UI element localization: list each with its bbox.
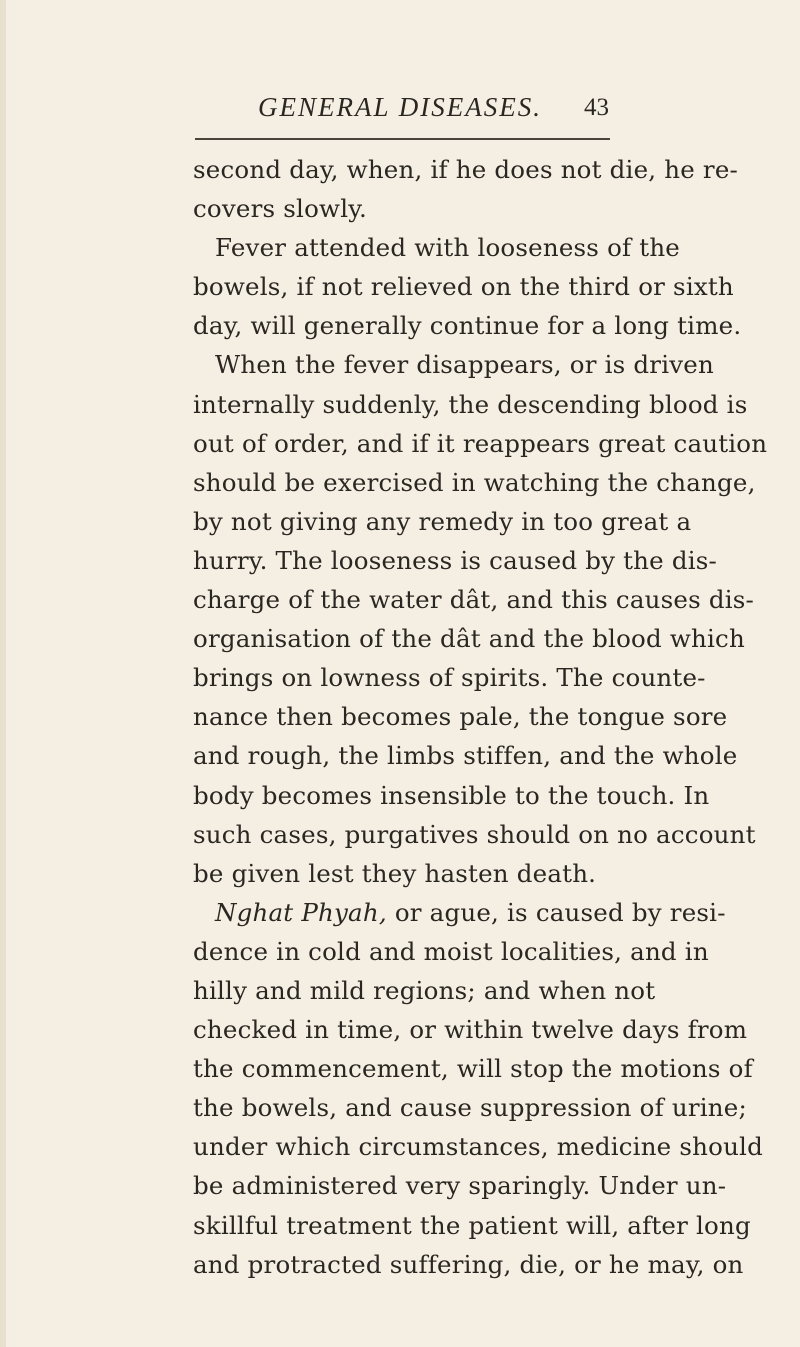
text-line-rest: or ague, is caused by resi- xyxy=(394,897,726,927)
text-line: be administered very sparingly. Under un- xyxy=(193,1171,727,1201)
text-line: hurry. The looseness is caused by the dis- xyxy=(193,545,718,575)
text-line: out of order, and if it reappears great caution xyxy=(193,428,768,458)
text-line: by not giving any remedy in too great a xyxy=(193,506,692,536)
header-rule xyxy=(195,138,610,140)
text-line: should be exercised in watching the change, xyxy=(193,467,756,497)
text-line: and protracted suffering, die, or he may, on xyxy=(193,1249,744,1279)
text-line: skillful treatment the patient will, after long xyxy=(193,1210,751,1240)
text-line: hilly and mild regions; and when not xyxy=(193,975,656,1005)
text-line: nance then becomes pale, the tongue sore xyxy=(193,702,728,732)
text-line: organisation of the dât and the blood which xyxy=(193,624,745,654)
text-line xyxy=(193,893,726,932)
text-line: bowels, if not relieved on the third or sixth xyxy=(193,272,734,302)
text-line: the commencement, will stop the motions of xyxy=(193,1054,753,1084)
text-line: the bowels, and cause suppression of urine; xyxy=(193,1093,747,1123)
text-line: internally suddenly, the descending blood is xyxy=(193,389,748,419)
text-line: second day, when, if he does not die, he re- xyxy=(193,155,739,184)
text-line: day, will generally continue for a long time. xyxy=(193,311,742,341)
page-number: 43 xyxy=(584,94,609,121)
text-line: charge of the water dât, and this causes dis- xyxy=(193,585,755,615)
text-line: under which circumstances, medicine should xyxy=(193,1132,763,1162)
text-line: and rough, the limbs stiffen, and the whole xyxy=(193,741,738,771)
text-line: dence in cold and moist localities, and in xyxy=(193,936,709,966)
text-line: checked in time, or within twelve days from xyxy=(193,1015,748,1045)
text-line: be given lest they hasten death. xyxy=(193,858,597,888)
text-line: body becomes insensible to the touch. In xyxy=(193,780,710,810)
text-line: Fever attended with looseness of the xyxy=(215,233,680,263)
text-line: such cases, purgatives should on no account xyxy=(193,819,756,849)
body-text xyxy=(193,150,768,1284)
text-line: covers slowly. xyxy=(193,194,368,224)
text-line: When the fever disappears, or is driven xyxy=(215,350,714,380)
italic-term: Nghat Phyah, xyxy=(215,897,387,927)
text-line: brings on lowness of spirits. The counte- xyxy=(193,663,706,693)
page-gutter xyxy=(0,0,6,1347)
running-head: GENERAL DISEASES. xyxy=(258,92,542,122)
